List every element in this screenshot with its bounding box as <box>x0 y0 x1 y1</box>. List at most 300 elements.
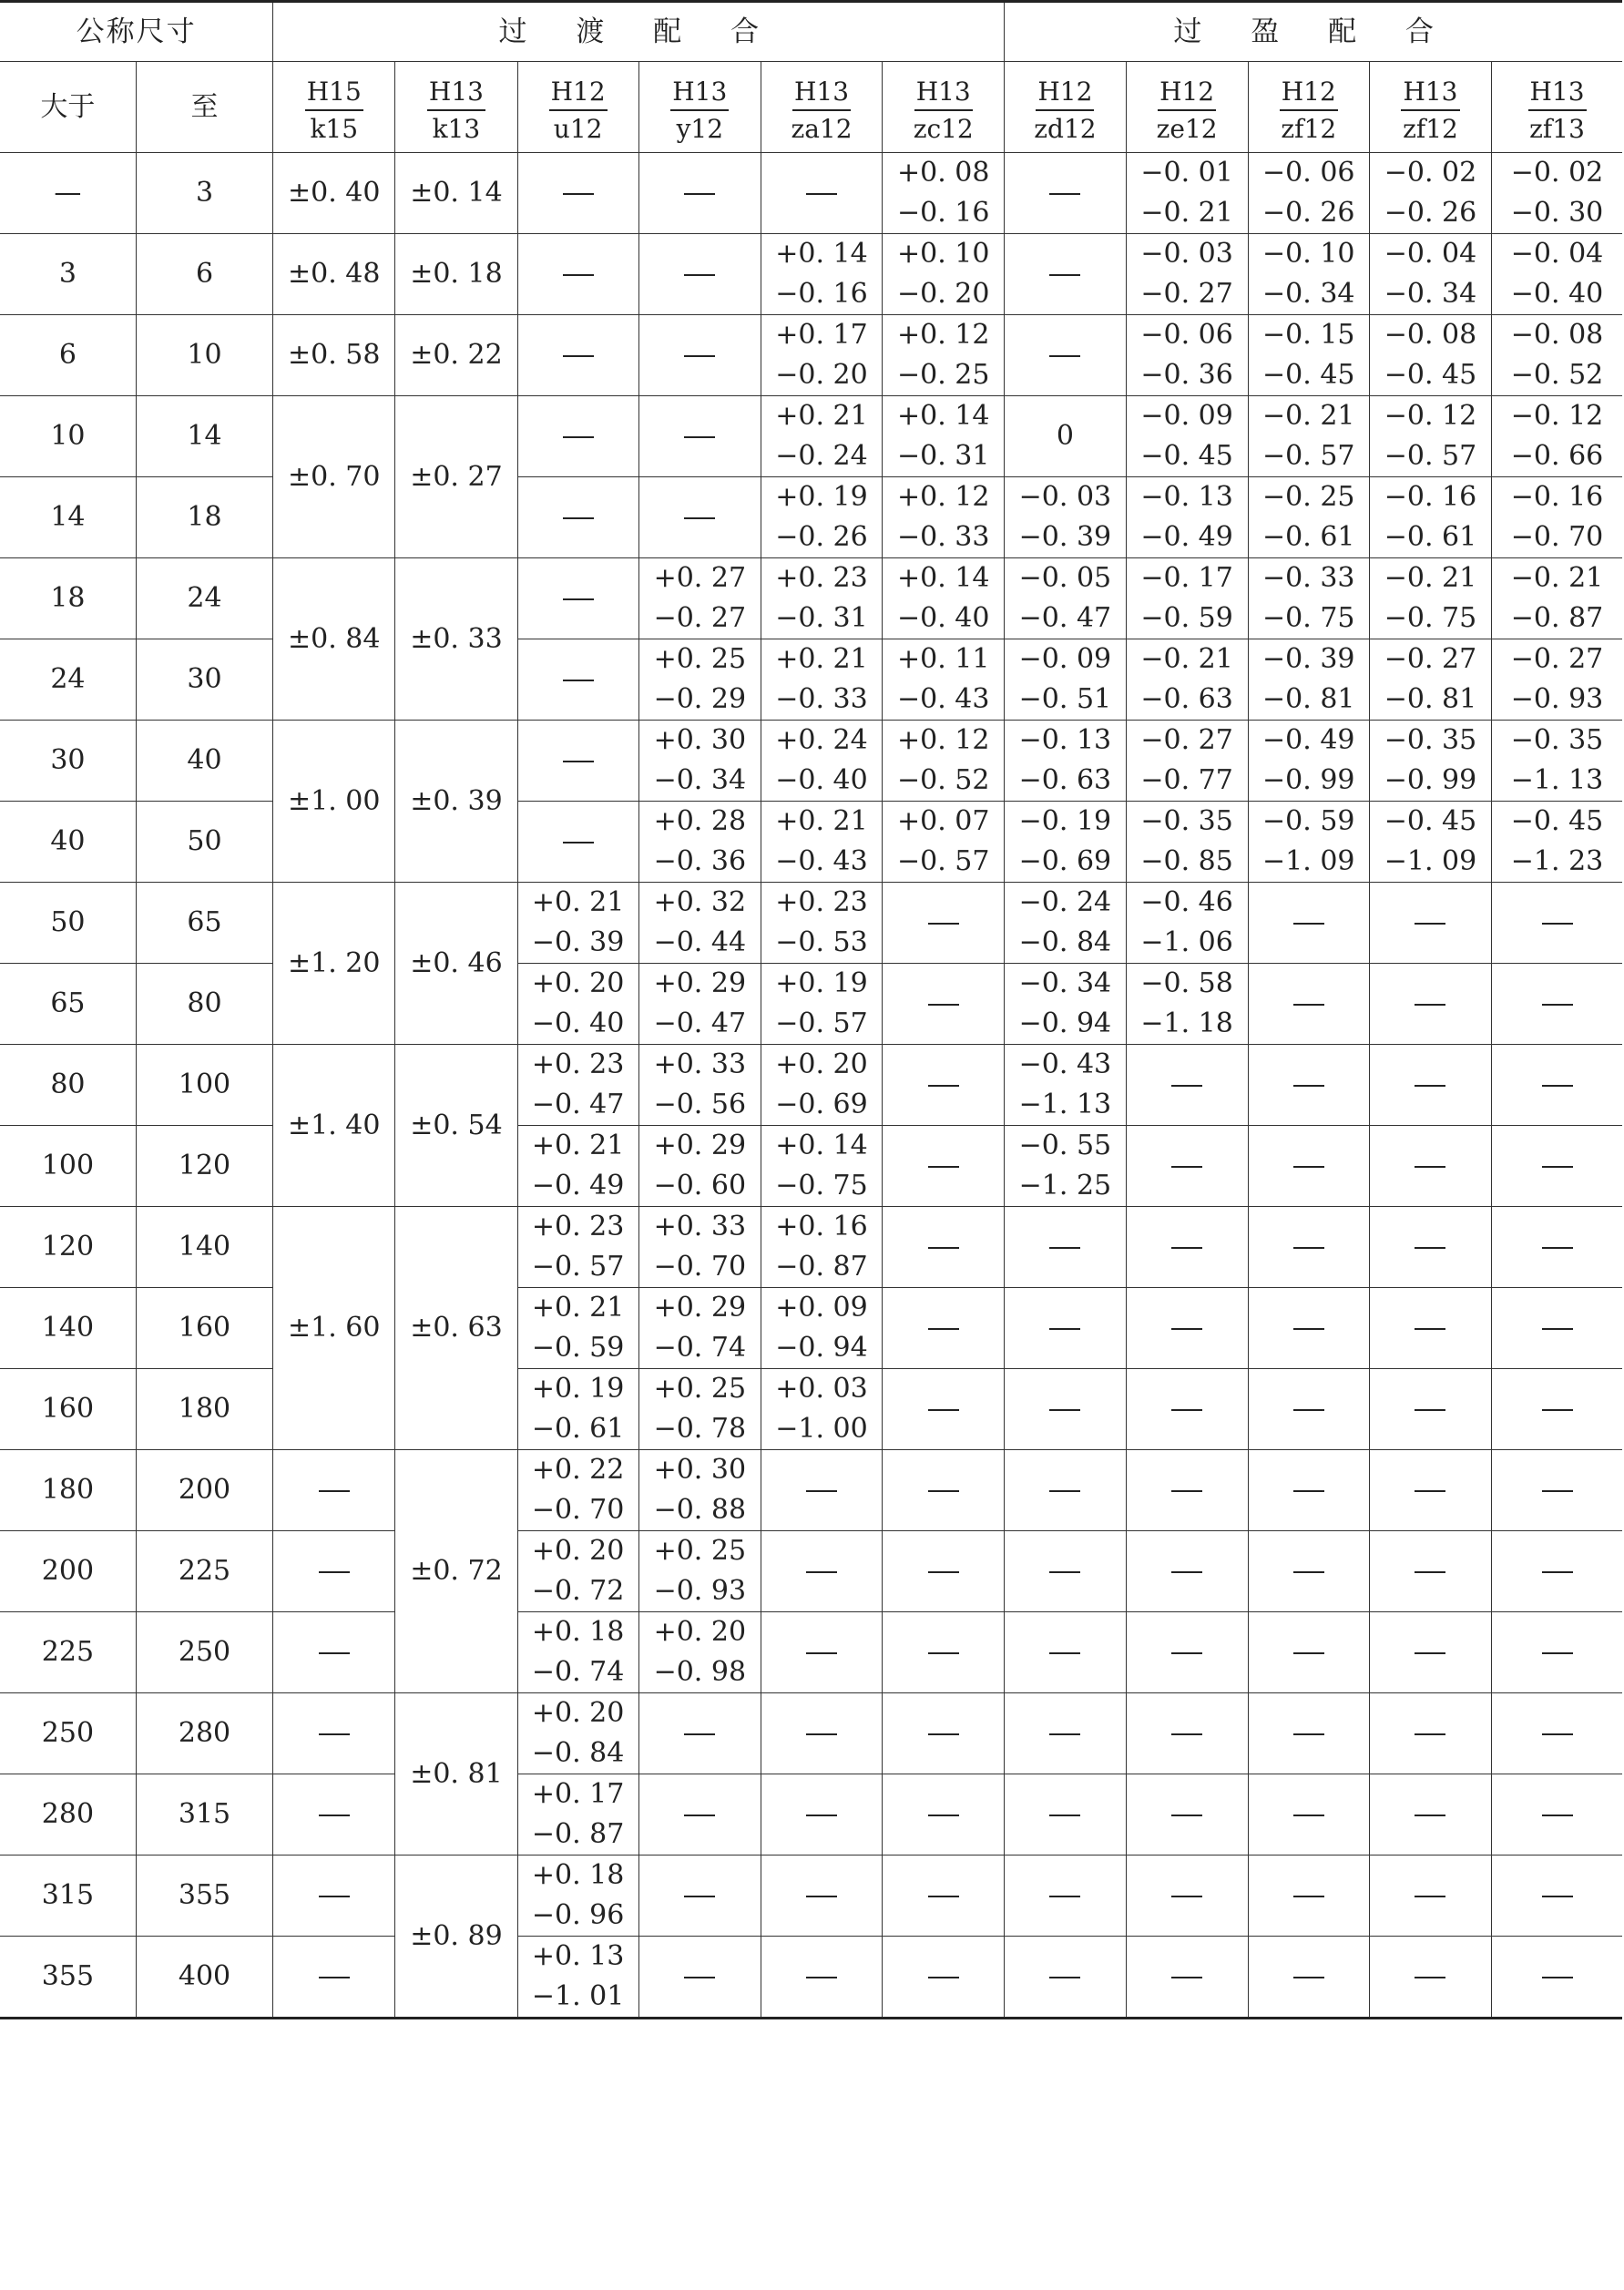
deviation-value: ±0. 89 <box>410 1919 503 1952</box>
empty-dash <box>1415 1004 1445 1006</box>
deviation-value: ±0. 54 <box>410 1109 503 1141</box>
max-deviation: +0. 19 <box>531 1373 625 1405</box>
max-deviation: +0. 18 <box>531 1616 625 1648</box>
zf13-cell <box>1492 1450 1622 1531</box>
size-to-cell: 400 <box>136 1937 272 2019</box>
empty-dash <box>1542 1490 1573 1492</box>
deviation-pair <box>532 1207 624 1287</box>
max-deviation: +0. 32 <box>653 886 747 918</box>
zf13-cell <box>1492 1856 1622 1937</box>
table-row <box>0 1207 1622 1288</box>
za12-cell <box>761 1450 882 1531</box>
empty-dash <box>1415 1490 1445 1492</box>
max-deviation: −0. 08 <box>1384 319 1477 351</box>
ze12-cell <box>1126 234 1248 315</box>
zf12a-cell <box>1248 639 1369 721</box>
empty-dash <box>563 355 594 357</box>
zf13-cell <box>1492 1937 1622 2019</box>
min-deviation: −0. 44 <box>653 926 747 958</box>
zf12b-cell <box>1369 1774 1491 1856</box>
min-deviation: −0. 43 <box>896 683 990 715</box>
min-deviation: −0. 61 <box>531 1413 625 1445</box>
min-deviation: −0. 70 <box>531 1494 625 1526</box>
max-deviation: −0. 21 <box>1140 643 1233 675</box>
min-deviation: −0. 47 <box>653 1007 747 1039</box>
ze12-cell <box>1126 396 1248 477</box>
ze12-cell <box>1126 1126 1248 1207</box>
empty-dash <box>1415 1733 1445 1735</box>
empty-dash <box>928 1085 959 1087</box>
deviation-pair <box>1511 396 1603 476</box>
k13-cell <box>395 1693 517 1856</box>
deviation-pair <box>532 1126 624 1206</box>
table-row <box>0 315 1622 396</box>
deviation-pair <box>1384 477 1476 557</box>
empty-dash <box>684 355 715 357</box>
empty-dash <box>1293 1490 1324 1492</box>
zf12b-cell <box>1369 1693 1491 1774</box>
deviation-value: ±0. 58 <box>288 339 381 371</box>
size-over-cell: 6 <box>0 315 136 396</box>
zc12-cell <box>883 1612 1005 1693</box>
deviation-pair <box>1384 639 1476 720</box>
zf12a-cell <box>1248 477 1369 558</box>
zf13-cell <box>1492 1369 1622 1450</box>
empty-dash <box>1293 1652 1324 1654</box>
size-to-cell: 6 <box>136 234 272 315</box>
max-deviation: −0. 13 <box>1140 481 1233 513</box>
min-deviation: −0. 39 <box>531 926 625 958</box>
zc12-cell <box>883 1531 1005 1612</box>
min-deviation: −0. 96 <box>531 1899 625 1931</box>
zf12a-cell <box>1248 396 1369 477</box>
empty-dash <box>928 1247 959 1249</box>
shaft-tolerance: ze12 <box>1156 114 1218 144</box>
empty-dash <box>1415 1247 1445 1249</box>
deviation-pair <box>1262 639 1354 720</box>
min-deviation: −0. 16 <box>775 278 868 310</box>
zc12-cell <box>883 315 1005 396</box>
zd12-cell <box>1005 1856 1126 1937</box>
min-deviation: −0. 57 <box>1262 440 1355 472</box>
deviation-pair <box>1140 234 1232 314</box>
table-row <box>0 1612 1622 1693</box>
deviation-pair <box>532 1856 624 1936</box>
k15-cell <box>273 1612 395 1693</box>
y12-cell <box>638 639 761 721</box>
deviation-pair <box>654 1288 746 1368</box>
fit-column-header <box>1126 62 1248 153</box>
max-deviation: −0. 02 <box>1510 157 1604 189</box>
zd12-cell <box>1005 1207 1126 1288</box>
zc12-cell <box>883 153 1005 234</box>
size-over-cell: 200 <box>0 1531 136 1612</box>
deviation-value: ±0. 39 <box>410 784 503 817</box>
transition-fit-header: 过 渡 配 合 <box>273 2 1005 62</box>
empty-dash <box>563 517 594 519</box>
table-row <box>0 883 1622 964</box>
zd12-cell <box>1005 964 1126 1045</box>
deviation-pair <box>1511 639 1603 720</box>
k15-cell <box>273 1045 395 1207</box>
size-over-cell: 40 <box>0 802 136 883</box>
min-deviation: −0. 31 <box>896 440 990 472</box>
min-deviation: −1. 18 <box>1140 1007 1233 1039</box>
max-deviation: −0. 35 <box>1510 724 1604 756</box>
max-deviation: −0. 03 <box>1140 238 1233 270</box>
zf12a-cell <box>1248 883 1369 964</box>
max-deviation: −0. 21 <box>1384 562 1477 594</box>
zf12a-cell <box>1248 802 1369 883</box>
min-deviation: −0. 26 <box>775 521 868 553</box>
empty-dash <box>319 1490 350 1492</box>
min-deviation: −1. 13 <box>1510 764 1604 796</box>
table-row <box>0 1450 1622 1531</box>
empty-dash <box>1171 1977 1202 1978</box>
max-deviation: +0. 30 <box>653 1454 747 1486</box>
deviation-pair <box>897 721 989 801</box>
min-deviation: −0. 81 <box>1262 683 1355 715</box>
max-deviation: −0. 27 <box>1384 643 1477 675</box>
zd12-cell <box>1005 1612 1126 1693</box>
size-over-cell: 180 <box>0 1450 136 1531</box>
u12-cell <box>517 234 638 315</box>
min-deviation: −0. 52 <box>1510 359 1604 391</box>
deviation-pair <box>1262 315 1354 395</box>
zf12b-cell <box>1369 1937 1491 2019</box>
max-deviation: +0. 10 <box>896 238 990 270</box>
deviation-pair <box>775 883 867 963</box>
shaft-tolerance: zf12 <box>1281 114 1337 144</box>
zf12b-cell <box>1369 153 1491 234</box>
y12-cell <box>638 558 761 639</box>
empty-dash <box>806 1490 837 1492</box>
empty-dash <box>1293 1328 1324 1330</box>
ze12-cell <box>1126 558 1248 639</box>
empty-dash <box>1293 1977 1324 1978</box>
empty-dash <box>563 680 594 681</box>
k15-cell <box>273 1937 395 2019</box>
min-deviation: −0. 94 <box>1018 1007 1112 1039</box>
deviation-pair <box>1262 802 1354 882</box>
deviation-pair <box>897 315 989 395</box>
min-deviation: −1. 13 <box>1018 1089 1112 1120</box>
min-deviation: −0. 84 <box>531 1737 625 1769</box>
size-to-cell: 80 <box>136 964 272 1045</box>
max-deviation: +0. 20 <box>531 1535 625 1567</box>
zf12b-cell <box>1369 1207 1491 1288</box>
zd12-cell <box>1005 883 1126 964</box>
empty-dash <box>684 193 715 195</box>
size-to-cell: 65 <box>136 883 272 964</box>
fit-column-header <box>395 62 517 153</box>
deviation-pair <box>1511 315 1603 395</box>
empty-dash <box>1542 1409 1573 1411</box>
empty-dash <box>928 1977 959 1978</box>
empty-dash <box>1415 1085 1445 1087</box>
empty-dash <box>1542 1004 1573 1006</box>
zf13-cell <box>1492 234 1622 315</box>
min-deviation: −1. 23 <box>1510 845 1604 877</box>
fit-column-header <box>517 62 638 153</box>
deviation-pair <box>532 1369 624 1449</box>
max-deviation: +0. 27 <box>653 562 747 594</box>
empty-dash <box>1171 1085 1202 1087</box>
deviation-pair <box>1140 964 1232 1044</box>
empty-dash <box>1171 1733 1202 1735</box>
empty-dash <box>1415 1409 1445 1411</box>
empty-dash <box>928 1815 959 1816</box>
nominal-size-header: 公称尺寸 <box>0 2 273 62</box>
table-row <box>0 1937 1622 2019</box>
empty-dash <box>1542 1652 1573 1654</box>
za12-cell <box>761 721 882 802</box>
fit-column-header <box>1369 62 1491 153</box>
zc12-cell <box>883 1774 1005 1856</box>
empty-dash <box>319 1977 350 1978</box>
fit-fraction <box>1528 79 1587 142</box>
empty-dash <box>563 436 594 438</box>
deviation-pair <box>654 558 746 639</box>
empty-dash <box>1171 1896 1202 1897</box>
k15-cell <box>273 721 395 883</box>
min-deviation: −0. 26 <box>1262 197 1355 229</box>
min-deviation: −1. 09 <box>1384 845 1477 877</box>
empty-dash <box>1542 1166 1573 1168</box>
empty-dash <box>806 1977 837 1978</box>
empty-dash <box>1542 1571 1573 1573</box>
deviation-pair <box>1384 396 1476 476</box>
empty-dash <box>1415 1815 1445 1816</box>
ze12-cell <box>1126 1774 1248 1856</box>
fit-fraction <box>1280 79 1338 142</box>
deviation-pair <box>1511 153 1603 233</box>
size-over-cell: 160 <box>0 1369 136 1450</box>
k15-cell <box>273 315 395 396</box>
zf12b-cell <box>1369 1045 1491 1126</box>
deviation-value: ±0. 70 <box>288 460 381 493</box>
empty-dash <box>1049 1977 1080 1978</box>
empty-dash <box>1415 1652 1445 1654</box>
deviation-pair <box>1384 153 1476 233</box>
min-deviation: −0. 20 <box>896 278 990 310</box>
empty-dash <box>1171 1490 1202 1492</box>
size-over-cell: 24 <box>0 639 136 721</box>
empty-dash <box>1542 1896 1573 1897</box>
zf13-cell <box>1492 802 1622 883</box>
size-to-cell: 10 <box>136 315 272 396</box>
max-deviation: −0. 04 <box>1384 238 1477 270</box>
fit-column-header <box>1492 62 1622 153</box>
za12-cell <box>761 1207 882 1288</box>
min-deviation: −0. 74 <box>531 1656 625 1688</box>
size-to-cell: 18 <box>136 477 272 558</box>
u12-cell <box>517 964 638 1045</box>
empty-dash <box>1049 1815 1080 1816</box>
max-deviation: +0. 21 <box>531 886 625 918</box>
empty-dash <box>1049 193 1080 195</box>
za12-cell <box>761 1288 882 1369</box>
empty-dash <box>1293 1409 1324 1411</box>
max-deviation: −0. 39 <box>1262 643 1355 675</box>
max-deviation: +0. 20 <box>653 1616 747 1648</box>
u12-cell <box>517 639 638 721</box>
max-deviation: −0. 45 <box>1510 805 1604 837</box>
deviation-pair <box>1019 721 1111 801</box>
k15-cell <box>273 153 395 234</box>
empty-dash <box>928 1896 959 1897</box>
zf12a-cell <box>1248 1207 1369 1288</box>
table-row <box>0 802 1622 883</box>
deviation-pair <box>775 1288 867 1368</box>
fit-fraction <box>549 79 608 142</box>
empty-dash <box>1049 1652 1080 1654</box>
y12-cell <box>638 721 761 802</box>
max-deviation: +0. 08 <box>896 157 990 189</box>
u12-cell <box>517 1693 638 1774</box>
shaft-tolerance: zf13 <box>1529 114 1585 144</box>
max-deviation: −0. 12 <box>1384 400 1477 432</box>
min-deviation: −0. 31 <box>775 602 868 634</box>
zf12a-cell <box>1248 1937 1369 2019</box>
min-deviation: −0. 63 <box>1140 683 1233 715</box>
max-deviation: −0. 21 <box>1510 562 1604 594</box>
min-deviation: −0. 47 <box>1018 602 1112 634</box>
size-over-cell: — <box>0 153 136 234</box>
zc12-cell <box>883 802 1005 883</box>
zc12-cell <box>883 1207 1005 1288</box>
u12-cell <box>517 1045 638 1126</box>
table-row <box>0 639 1622 721</box>
max-deviation: −0. 21 <box>1262 400 1355 432</box>
zf12b-cell <box>1369 1856 1491 1937</box>
k15-cell <box>273 1531 395 1612</box>
min-deviation: −0. 33 <box>896 521 990 553</box>
max-deviation: −0. 19 <box>1018 805 1112 837</box>
max-deviation: −0. 16 <box>1384 481 1477 513</box>
max-deviation: +0. 24 <box>775 724 868 756</box>
min-deviation: −0. 99 <box>1384 764 1477 796</box>
ze12-cell <box>1126 639 1248 721</box>
max-deviation: −0. 06 <box>1140 319 1233 351</box>
size-over-cell: 225 <box>0 1612 136 1693</box>
deviation-pair <box>775 315 867 395</box>
deviation-pair <box>897 802 989 882</box>
zf13-cell <box>1492 153 1622 234</box>
empty-dash <box>684 1733 715 1735</box>
table-row <box>0 1856 1622 1937</box>
empty-dash <box>1542 1977 1573 1978</box>
max-deviation: +0. 21 <box>775 805 868 837</box>
max-deviation: +0. 23 <box>531 1048 625 1080</box>
min-deviation: −0. 66 <box>1510 440 1604 472</box>
deviation-pair <box>775 558 867 639</box>
max-deviation: +0. 13 <box>531 1940 625 1972</box>
min-deviation: −0. 36 <box>653 845 747 877</box>
zf12b-cell <box>1369 883 1491 964</box>
y12-cell <box>638 1531 761 1612</box>
ze12-cell <box>1126 1693 1248 1774</box>
k15-cell <box>273 1856 395 1937</box>
deviation-pair <box>1019 477 1111 557</box>
zf12b-cell <box>1369 396 1491 477</box>
min-deviation: −0. 61 <box>1262 521 1355 553</box>
empty-dash <box>1049 1409 1080 1411</box>
ze12-cell <box>1126 1856 1248 1937</box>
za12-cell <box>761 1856 882 1937</box>
size-over-cell: 50 <box>0 883 136 964</box>
empty-dash <box>1542 1085 1573 1087</box>
empty-dash <box>1293 1247 1324 1249</box>
zf12a-cell <box>1248 721 1369 802</box>
min-deviation: −0. 75 <box>775 1170 868 1201</box>
hole-tolerance: H13 <box>427 79 485 111</box>
deviation-pair <box>1262 721 1354 801</box>
max-deviation: +0. 17 <box>775 319 868 351</box>
u12-cell <box>517 1856 638 1937</box>
shaft-tolerance: y12 <box>676 114 724 144</box>
zc12-cell <box>883 721 1005 802</box>
max-deviation: −0. 49 <box>1262 724 1355 756</box>
deviation-pair <box>654 1126 746 1206</box>
deviation-pair <box>1019 883 1111 963</box>
table-row <box>0 721 1622 802</box>
u12-cell <box>517 1207 638 1288</box>
max-deviation: +0. 14 <box>775 238 868 270</box>
ze12-cell <box>1126 1531 1248 1612</box>
min-deviation: −0. 61 <box>1384 521 1477 553</box>
table-row <box>0 1531 1622 1612</box>
hole-tolerance: H13 <box>914 79 973 111</box>
max-deviation: −0. 03 <box>1018 481 1112 513</box>
k13-cell <box>395 396 517 558</box>
zc12-cell <box>883 1045 1005 1126</box>
min-deviation: −0. 43 <box>775 845 868 877</box>
zc12-cell <box>883 1450 1005 1531</box>
empty-dash <box>319 1815 350 1816</box>
za12-cell <box>761 1045 882 1126</box>
max-deviation: +0. 23 <box>775 562 868 594</box>
deviation-pair <box>654 721 746 801</box>
zc12-cell <box>883 1288 1005 1369</box>
deviation-pair <box>1140 721 1232 801</box>
empty-dash <box>1542 1815 1573 1816</box>
min-deviation: −0. 45 <box>1384 359 1477 391</box>
zf12b-cell <box>1369 1369 1491 1450</box>
max-deviation: −0. 35 <box>1384 724 1477 756</box>
zf13-cell <box>1492 477 1622 558</box>
empty-dash <box>928 1328 959 1330</box>
max-deviation: +0. 18 <box>531 1859 625 1891</box>
y12-cell <box>638 1045 761 1126</box>
zd12-cell <box>1005 558 1126 639</box>
deviation-value: ±0. 40 <box>288 177 381 209</box>
k15-cell <box>273 558 395 721</box>
u12-cell <box>517 1126 638 1207</box>
min-deviation: −0. 16 <box>896 197 990 229</box>
min-deviation: −0. 75 <box>1262 602 1355 634</box>
za12-cell <box>761 153 882 234</box>
y12-cell <box>638 1937 761 2019</box>
max-deviation: −0. 43 <box>1018 1048 1112 1080</box>
max-deviation: +0. 22 <box>531 1454 625 1486</box>
zc12-cell <box>883 1937 1005 2019</box>
empty-dash <box>684 274 715 276</box>
min-deviation: −0. 26 <box>1384 197 1477 229</box>
deviation-pair <box>1511 721 1603 801</box>
size-to-cell: 14 <box>136 396 272 477</box>
table-body <box>0 153 1622 2019</box>
